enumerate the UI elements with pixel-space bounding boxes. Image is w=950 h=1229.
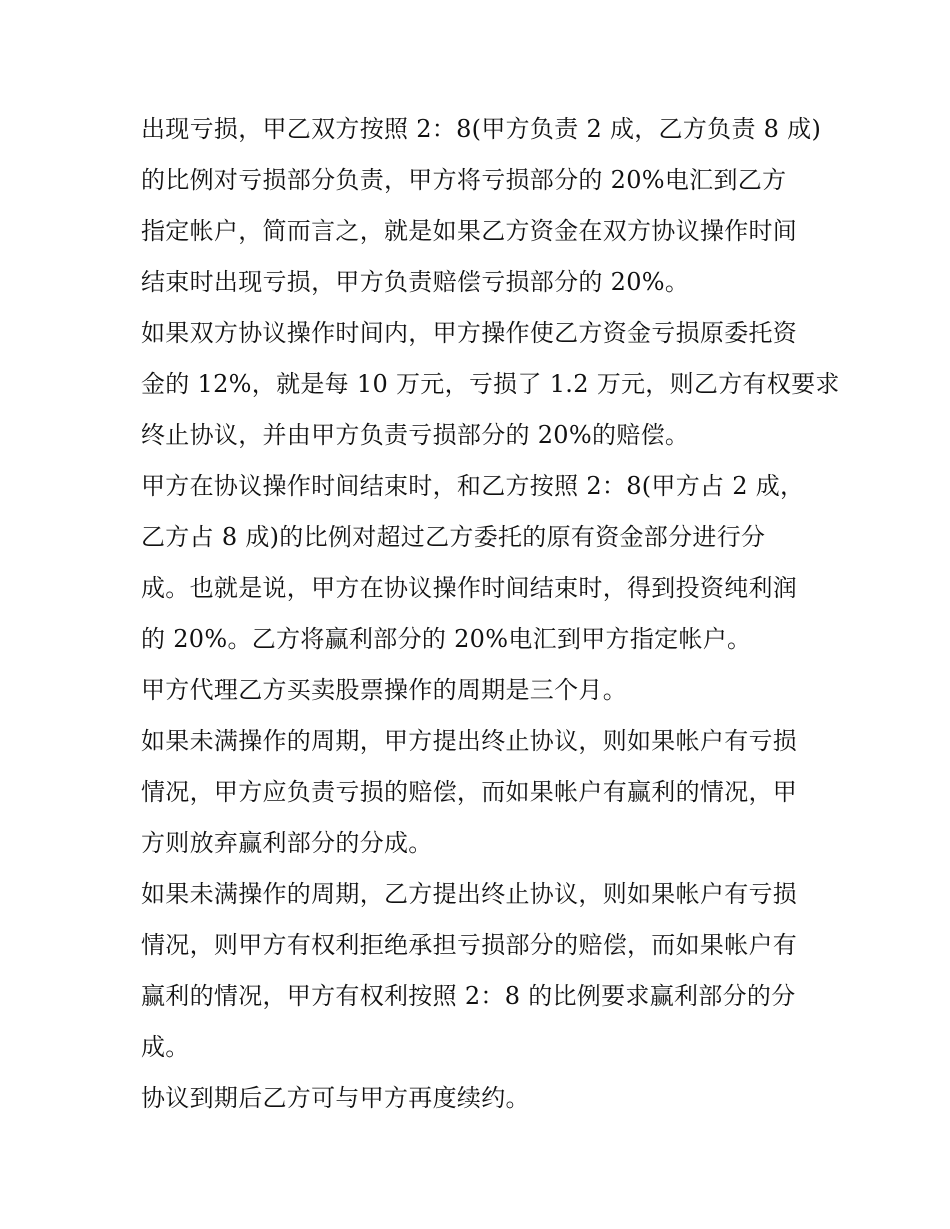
text-line: 乙方占 8 成)的比例对超过乙方委托的原有资金部分进行分	[141, 523, 766, 551]
text-line: 指定帐户，简而言之，就是如果乙方资金在双方协议操作时间	[141, 217, 798, 245]
text-line: 如果双方协议操作时间内，甲方操作使乙方资金亏损原委托资	[141, 319, 798, 347]
text-line: 成。也就是说，甲方在协议操作时间结束时，得到投资纯利润	[141, 574, 798, 602]
text-line: 结束时出现亏损，甲方负责赔偿亏损部分的 20%。	[141, 268, 690, 296]
text-line: 情况，甲方应负责亏损的赔偿，而如果帐户有赢利的情况，甲	[141, 778, 798, 806]
text-line: 如果未满操作的周期，甲方提出终止协议，则如果帐户有亏损	[141, 727, 798, 755]
text-line: 的比例对亏损部分负责，甲方将亏损部分的 20%电汇到乙方	[141, 166, 787, 194]
text-line: 甲方在协议操作时间结束时，和乙方按照 2：8(甲方占 2 成，	[141, 472, 805, 500]
text-line: 的 20%。乙方将赢利部分的 20%电汇到甲方指定帐户。	[141, 625, 752, 653]
text-line: 如果未满操作的周期，乙方提出终止协议，则如果帐户有亏损	[141, 880, 798, 908]
text-line: 方则放弃赢利部分的分成。	[141, 829, 433, 857]
text-line: 协议到期后乙方可与甲方再度续约。	[141, 1084, 530, 1112]
text-line: 终止协议，并由甲方负责亏损部分的 20%的赔偿。	[141, 421, 690, 449]
text-line: 情况，则甲方有权利拒绝承担亏损部分的赔偿，而如果帐户有	[141, 931, 798, 959]
text-line: 赢利的情况，甲方有权利按照 2：8 的比例要求赢利部分的分	[141, 982, 796, 1010]
text-line: 成。	[141, 1033, 190, 1061]
text-line: 金的 12%，就是每 10 万元，亏损了 1.2 万元，则乙方有权要求	[141, 370, 840, 398]
text-line: 出现亏损，甲乙双方按照 2：8(甲方负责 2 成，乙方负责 8 成)	[141, 115, 822, 143]
document-body	[141, 104, 840, 1124]
text-line: 甲方代理乙方买卖股票操作的周期是三个月。	[141, 676, 627, 704]
